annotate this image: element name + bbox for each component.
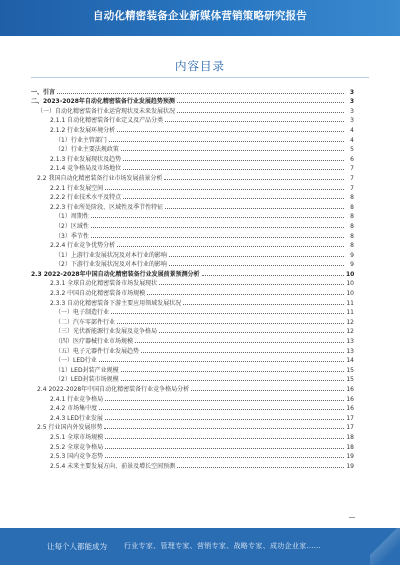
toc-leader-dots [183,304,344,305]
toc-entry-page: 11 [346,309,354,317]
toc-entry-title: 2.2.4 行业竞争优势分析 [50,242,116,250]
report-footer-banner [0,528,400,565]
toc-entry-page: 3 [350,107,354,115]
toc-entry-title: 2.3.3 自动化精密装备下游主要应用领域发展状况 [50,299,182,307]
toc-leader-dots [121,380,344,381]
toc-entry[interactable] [31,345,354,355]
toc-leader-dots [135,342,344,343]
toc-entry-title: 2.4 2022-2028年中国自动化精密装备行业竞争格局分析 [37,386,190,393]
toc-entry-title: （1）行业主管部门 [55,136,107,144]
toc-leader-dots [169,256,344,257]
toc-entry-page: 8 [350,242,354,250]
toc-entry[interactable] [31,144,354,154]
toc-entry-page: 18 [346,443,354,451]
toc-entry-title: 2.2.2 行业技术水平及特点 [50,194,122,202]
toc-entry-page: 4 [350,126,354,134]
toc-entry-page: 17 [346,424,354,432]
toc-entry-title: 一、引言 [31,88,56,96]
footer-slogan-left: 让每个人都能成为 [47,542,107,551]
toc-entry[interactable] [31,460,354,470]
toc-entry-title: （2）行业主要法规政策 [55,146,119,154]
toc-entry-title: 2.1.3 行业发展现状及趋势 [50,155,122,163]
report-header-banner [0,0,400,36]
toc-entry[interactable] [31,412,354,422]
toc-entry[interactable] [31,316,354,326]
toc-leader-dots [191,390,344,391]
toc-leader-dots [104,428,344,429]
toc-leader-dots [165,208,344,209]
toc-entry[interactable] [31,182,354,192]
toc-entry-title: （四）医疗器械行业市场规模 [55,338,134,346]
toc-entry[interactable] [31,220,354,230]
table-of-contents [31,86,354,470]
toc-entry-page: 7 [350,174,354,182]
toc-leader-dots [123,198,344,199]
toc-leader-dots [159,284,344,285]
toc-entry-title: （一）电子制造行业 [55,309,110,317]
toc-entry-page: 16 [346,405,354,413]
toc-entry-title: 2.1.2 行业发展环境分析 [50,126,116,134]
toc-entry-page: 9 [350,261,354,269]
toc-entry[interactable] [31,249,354,259]
toc-entry-title: （2）LED封装市场规模 [55,376,119,384]
toc-entry[interactable] [31,172,354,182]
toc-entry[interactable] [31,259,354,269]
toc-entry[interactable] [31,326,354,336]
toc-entry[interactable] [31,431,354,441]
toc-entry-title: （2）下游行业发展状况及对本行业的影响 [55,261,167,269]
toc-entry-title: 2.4.2 市场集中度 [50,405,98,413]
toc-entry-title: 2.2.1 行业发展空间 [50,184,104,192]
toc-entry[interactable] [31,287,354,297]
toc-entry-page: 3 [350,117,354,125]
toc-entry-title: 2.4.1 行业竞争格局 [50,395,104,403]
toc-entry[interactable] [31,355,354,365]
toc-entry-title: 2.5 行业国内外发展形势 [37,424,103,432]
toc-entry[interactable] [31,383,354,393]
toc-entry[interactable] [31,153,354,163]
toc-entry[interactable] [31,297,354,307]
toc-leader-dots [123,160,344,161]
footer-decoration [370,528,400,565]
toc-entry[interactable] [31,163,354,173]
toc-entry-page: 7 [350,165,354,173]
toc-heading: 内容目录 [175,59,225,73]
toc-entry-page: 15 [346,376,354,384]
toc-leader-dots [105,438,344,439]
toc-entry-page: 16 [346,395,354,403]
toc-leader-dots [117,246,344,247]
toc-entry-page: 4 [350,136,354,144]
toc-entry-page: 12 [346,328,354,336]
toc-entry[interactable] [31,86,354,96]
toc-leader-dots [147,294,344,295]
toc-entry-title: （一）自动化精密装备行业运营现状及未来发展状况 [37,107,176,115]
toc-leader-dots [91,237,344,238]
toc-entry-page: 10 [346,290,354,298]
toc-entry[interactable] [31,403,354,413]
toc-entry-title: 二、2023-2028年自动化精密装备行业发展趋势预测 [31,98,175,106]
toc-entry-page: 18 [346,433,354,441]
toc-entry-title: （三）光伏新能源行业发展及竞争格局 [55,328,158,336]
report-title: 自动化精密装备企业新媒体营销策略研究报告 [93,10,307,22]
toc-entry-page: 10 [346,280,354,288]
heading-divider [31,77,369,78]
toc-leader-dots [99,409,344,410]
toc-entry[interactable] [31,451,354,461]
toc-entry[interactable] [31,105,354,115]
toc-leader-dots [177,102,344,103]
toc-entry-title: （二）汽车零部件行业 [55,318,116,326]
toc-leader-dots [123,169,344,170]
toc-leader-dots [117,323,344,324]
toc-entry-page: 7 [350,184,354,192]
toc-entry-page: 14 [346,357,354,365]
toc-entry-title: 2.5.4 未来主要发展方向、前景及增长空间预测 [50,462,176,470]
toc-entry-title: （1）上游行业发展状况及对本行业的影响 [55,251,167,259]
toc-leader-dots [141,352,344,353]
toc-leader-dots [117,131,344,132]
toc-entry[interactable] [31,230,354,240]
toc-entry-title: 2.5.3 国内竞争态势 [50,453,104,461]
toc-entry-title: 2.2 我国自动化精密装备行业市场发展前景分析 [37,174,163,182]
toc-leader-dots [105,448,344,449]
toc-entry-title: （一）LED行业 [55,357,97,365]
toc-entry[interactable] [31,307,354,317]
toc-leader-dots [109,141,344,142]
toc-entry-page: 17 [346,414,354,422]
toc-entry-title: （1）周期性 [55,213,89,221]
toc-entry[interactable] [31,115,354,125]
toc-leader-dots [121,371,344,372]
toc-leader-dots [177,112,344,113]
toc-leader-dots [159,332,344,333]
toc-entry-page: 6 [350,155,354,163]
toc-leader-dots [105,189,344,190]
toc-entry[interactable] [31,441,354,451]
toc-leader-dots [165,121,344,122]
toc-entry-title: 2.3 2022-2028年中国自动化精密装备行业发展前景预测分析 [31,270,200,278]
toc-leader-dots [121,150,344,151]
toc-entry[interactable] [31,211,354,221]
toc-leader-dots [99,361,344,362]
footer-slogan-right: 行业专家、管理专家、营销专家、战略专家、成功企业家…… [124,542,322,550]
toc-entry-title: 2.3.2 中国自动化精密装备市场规模 [50,290,146,298]
toc-entry-page: 8 [350,203,354,211]
toc-entry[interactable] [31,96,354,106]
toc-entry[interactable] [31,134,354,144]
toc-leader-dots [177,467,344,468]
toc-entry-title: 2.4.3 LED行业发展 [50,414,103,422]
toc-entry[interactable] [31,278,354,288]
toc-entry-page: 5 [350,146,354,154]
toc-leader-dots [57,93,344,94]
toc-leader-dots [105,457,344,458]
toc-entry-page: 10 [346,270,355,278]
toc-entry-page: 15 [346,366,354,374]
toc-entry-page: 8 [350,213,354,221]
toc-entry[interactable] [31,124,354,134]
toc-leader-dots [202,275,344,276]
toc-entry-page: 19 [346,453,354,461]
toc-leader-dots [105,419,344,420]
toc-entry-page: 8 [350,232,354,240]
toc-entry-title: 2.5.1 全球市场规模 [50,433,104,441]
toc-entry-title: 2.1.4 竞争格局及市场地位 [50,165,122,173]
toc-entry-title: 2.1.1 自动化精密装备行业定义及产品分类 [50,117,164,125]
toc-entry-page: 8 [350,194,354,202]
toc-entry-page: 12 [346,318,354,326]
toc-entry[interactable] [31,201,354,211]
toc-leader-dots [169,265,344,266]
toc-entry-page: 3 [349,88,354,96]
toc-entry-title: 2.3.1 全球自动化精密装备市场发展现状 [50,280,158,288]
toc-leader-dots [91,227,344,228]
toc-entry-page: 11 [346,299,354,307]
toc-entry-title: （五）电子元器件行业发展趋势 [55,347,140,355]
toc-entry[interactable] [31,192,354,202]
toc-entry-page: 16 [346,386,354,393]
toc-entry[interactable] [31,335,354,345]
toc-entry-title: （1）LED封装产业规模 [55,366,119,374]
toc-entry-page: 3 [349,98,354,106]
toc-entry[interactable] [31,374,354,384]
toc-leader-dots [91,217,344,218]
toc-entry-page: 13 [346,347,354,355]
toc-entry-title: （3）季节性 [55,232,89,240]
page-marker [349,517,355,518]
toc-entry[interactable] [31,268,354,278]
toc-entry[interactable] [31,364,354,374]
toc-entry[interactable] [31,240,354,250]
toc-entry[interactable] [31,422,354,432]
toc-entry[interactable] [31,393,354,403]
toc-leader-dots [111,313,344,314]
toc-entry-title: （2）区域性 [55,222,89,230]
toc-entry-page: 9 [350,251,354,259]
toc-entry-page: 19 [346,462,354,470]
toc-entry-title: 2.5.2 全球竞争格局 [50,443,104,451]
toc-leader-dots [105,400,344,401]
toc-entry-title: 2.2.3 行业所处阶段、区域性及季节性特征 [50,203,164,211]
toc-entry-page: 8 [350,222,354,230]
toc-entry-page: 13 [346,338,354,346]
toc-leader-dots [164,179,344,180]
